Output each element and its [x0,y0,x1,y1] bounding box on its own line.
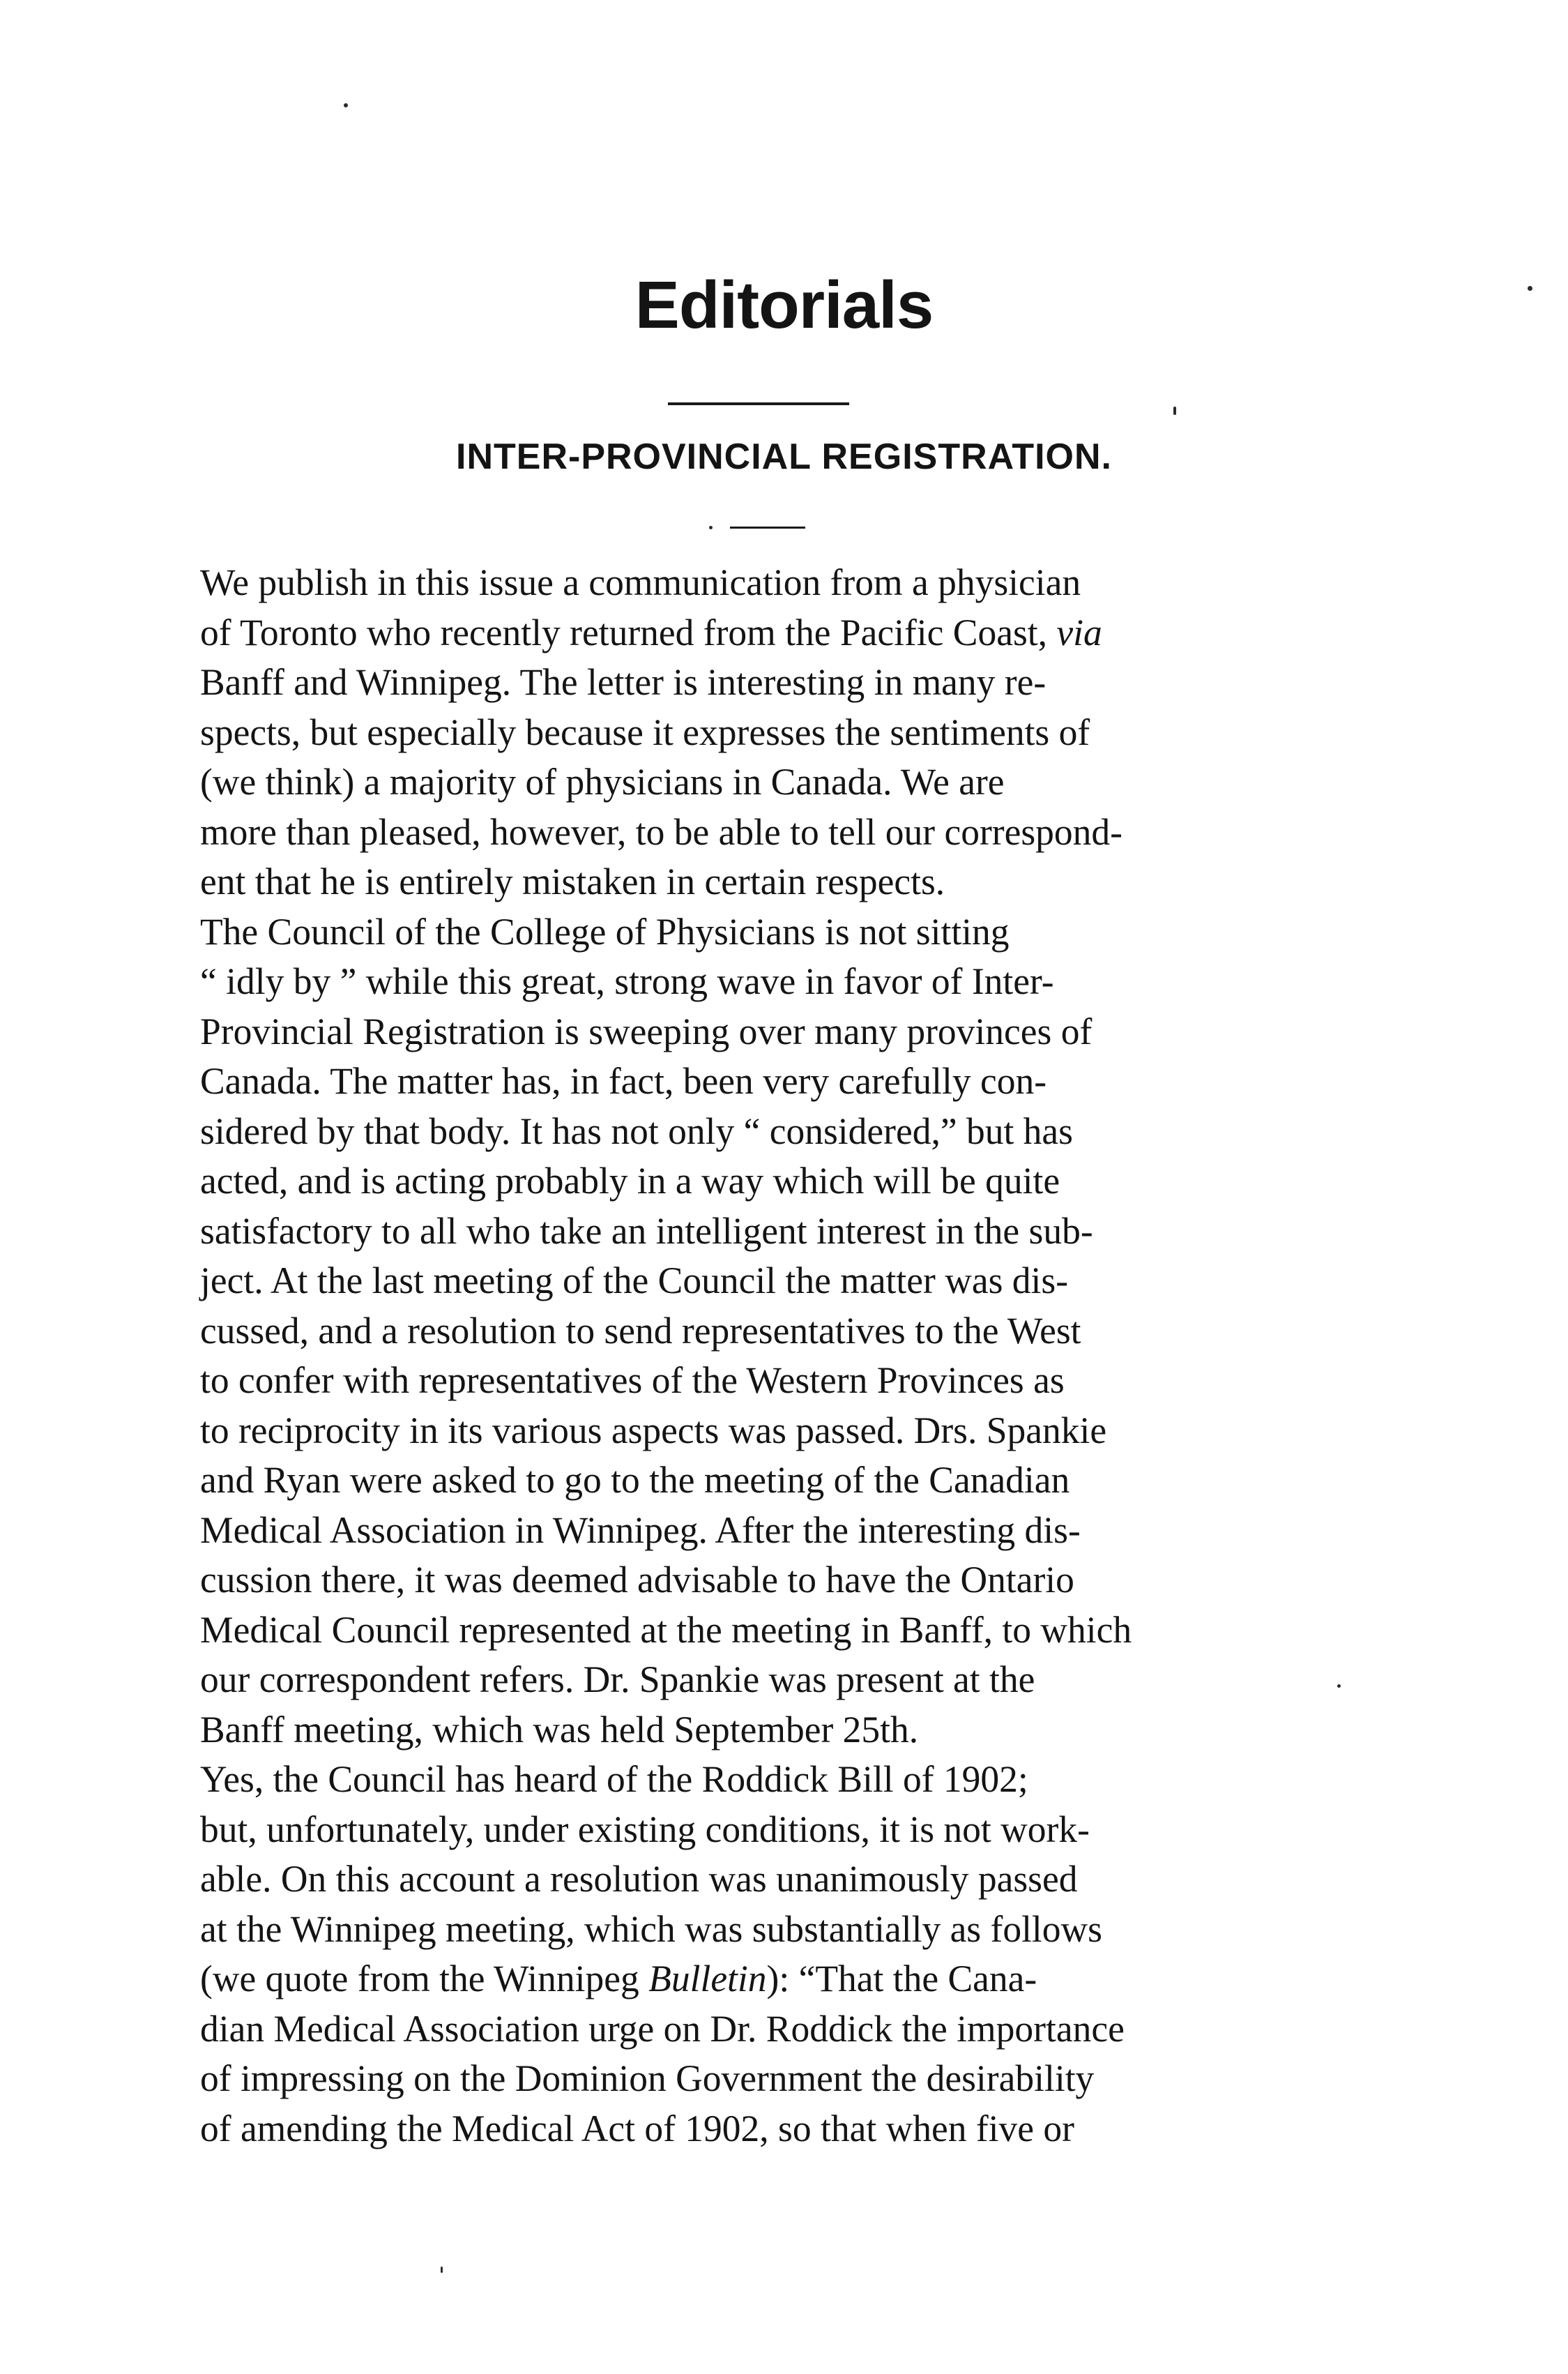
line: dian Medical Association urge on Dr. Roddick the importance [200,2007,1125,2050]
line: Provincial Registration is sweeping over many provinces of [200,1010,1093,1052]
line: at the Winnipeg meeting, which was substantially as follows [200,1907,1103,1950]
line: sidered by that body. It has not only “ considered,” but has [200,1110,1073,1152]
article-headline: INTER-PROVINCIAL REGISTRATION. [456,437,1112,477]
line: of amending the Medical Act of 1902, so that when five or [200,2107,1074,2149]
paragraph-2 [200,907,1309,1755]
line: cussion there, it was deemed advisable to have the Ontario [200,1559,1074,1601]
line: satisfactory to all who take an intelligent interest in the sub- [200,1209,1093,1252]
line: (we think) a majority of physicians in Canada. We are [200,761,1005,803]
paragraph-1 [200,558,1309,907]
line: and Ryan were asked to go to the meeting of the Canadian [200,1459,1070,1501]
paragraph-3 [200,1755,1309,2154]
line: of impressing on the Dominion Government the desirability [200,2057,1095,2099]
line: “ idly by ” while this great, strong wave in favor of Inter- [200,960,1054,1002]
line: spects, but especially because it expresses the sentiments of [200,711,1090,753]
headline-rule [730,527,805,529]
italic-word: Bulletin [648,1958,767,1999]
line: (we quote from the Winnipeg [200,1958,649,1999]
line: Medical Council represented at the meeting in Banff, to which [200,1608,1132,1651]
print-speck [1173,407,1176,415]
line: acted, and is acting probably in a way which will be quite [200,1160,1060,1202]
line: to confer with representatives of the Western Provinces as [200,1359,1065,1401]
article-body [200,558,1309,2154]
line: Banff and Winnipeg. The letter is interesting in many re- [200,661,1046,703]
line-tail: ): “That the Cana- [766,1958,1037,1999]
line: Medical Association in Winnipeg. After the interesting dis- [200,1509,1081,1551]
section-title: Editorials [634,268,934,342]
line: more than pleased, however, to be able to tell our correspond- [200,810,1123,853]
line: to reciprocity in its various aspects was passed. Drs. Spankie [200,1409,1107,1451]
line: ject. At the last meeting of the Council the matter was dis- [200,1260,1069,1301]
line: but, unfortunately, under existing conditions, it is not work- [200,1808,1090,1850]
line: Yes, the Council has heard of the Roddick Bill of 1902; [200,1758,1028,1800]
italic-word: via [1056,611,1102,653]
print-speck [1337,1684,1341,1688]
line: cussed, and a resolution to send representatives to the West [200,1309,1081,1352]
line: ent that he is entirely mistaken in certain respects. [200,861,945,902]
line: of Toronto who recently returned from the Pacific Coast, [200,611,1057,653]
line: The Council of the College of Physicians is not sitting [200,910,1010,953]
print-speck [344,103,348,107]
line: Canada. The matter has, in fact, been very carefully con- [200,1060,1047,1102]
line: able. On this account a resolution was unanimously passed [200,1858,1078,1900]
line: We publish in this issue a communication from a physician [200,561,1081,603]
print-speck [441,2267,443,2273]
line: Banff meeting, which was held September 25th. [200,1708,919,1751]
print-speck [709,526,713,529]
title-rule [668,402,849,405]
line: our correspondent refers. Dr. Spankie was present at the [200,1658,1035,1700]
